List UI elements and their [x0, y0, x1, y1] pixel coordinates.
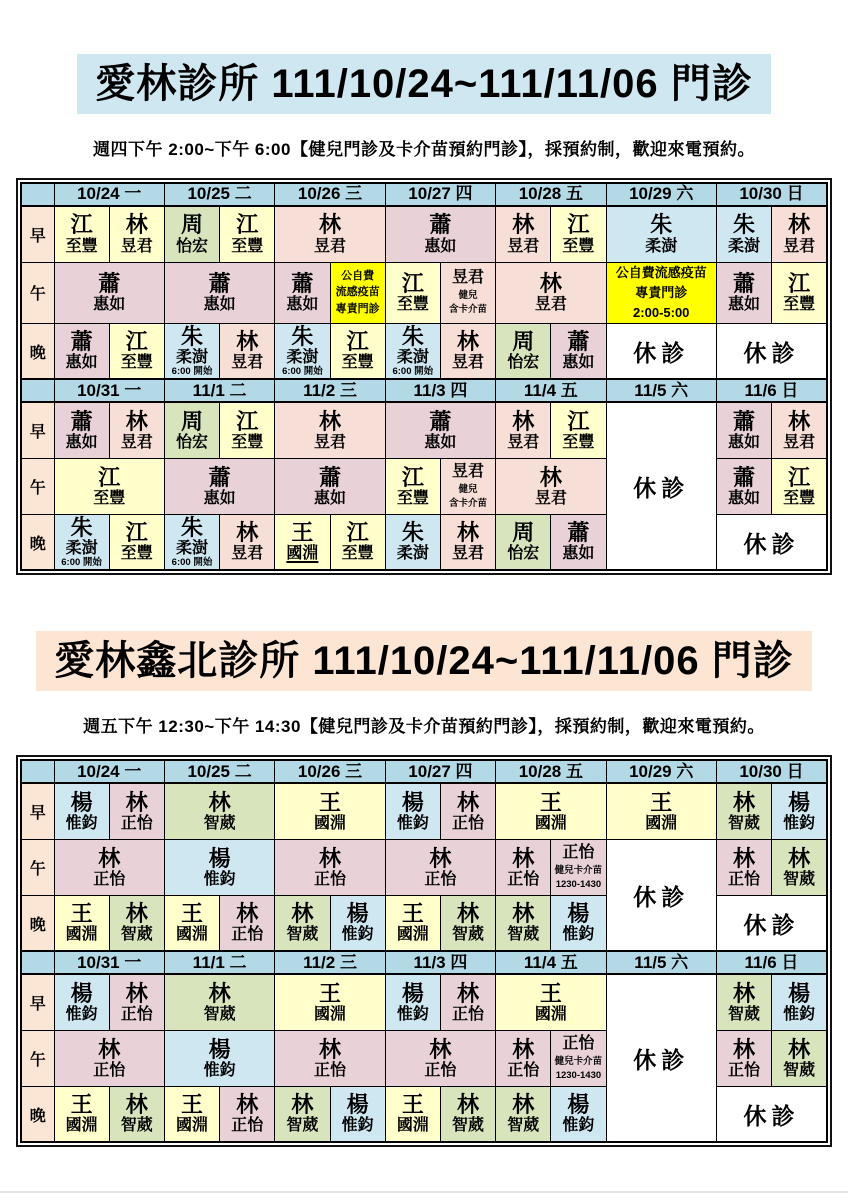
- closed-cell: 休診: [606, 974, 716, 1142]
- schedule-cell: 周 怡宏: [496, 323, 551, 379]
- schedule-cell: 林 昱君: [220, 323, 275, 379]
- day-header: 11/1 二: [164, 951, 274, 974]
- time-row-label: 早: [21, 974, 54, 1030]
- schedule-cell: 江 至豐: [54, 206, 109, 262]
- closed-cell: 休診: [606, 323, 716, 379]
- time-row-label: 午: [21, 839, 54, 895]
- schedule-cell: 林 昱君: [496, 402, 551, 458]
- schedule-cell: 林 昱君: [772, 402, 827, 458]
- schedule-cell: 正怡 健兒卡介苗 1230-1430: [551, 1030, 606, 1086]
- day-header: 11/3 四: [385, 379, 495, 402]
- closed-cell: 休診: [606, 402, 716, 570]
- day-header: 11/2 三: [275, 379, 385, 402]
- time-row-label: 午: [21, 458, 54, 514]
- day-header: 11/4 五: [496, 951, 606, 974]
- schedule-cell: 江 至豐: [330, 514, 385, 570]
- clinic1-subtitle: 週四下午 2:00~下午 6:00【健兒門診及卡介苗預約門診】，採預約制，歡迎來電預約。: [93, 140, 755, 159]
- schedule-cell: 林 正怡: [716, 839, 771, 895]
- schedule-cell: 王 國淵: [385, 895, 440, 951]
- schedule-cell: 蕭 惠如: [385, 402, 495, 458]
- day-header: 10/26 三: [275, 760, 385, 783]
- schedule-cell: 林 正怡: [385, 1030, 495, 1086]
- clinic1-title-row: [0, 0, 848, 114]
- schedule-cell: 楊 惟鈞: [772, 783, 827, 839]
- schedule-cell: 朱 柔澍 6:00 開始: [385, 323, 440, 379]
- schedule-cell: 林 正怡: [275, 839, 385, 895]
- schedule-cell: 王 國淵: [275, 974, 385, 1030]
- day-header: 10/29 六: [606, 183, 716, 206]
- time-row-label: 早: [21, 402, 54, 458]
- day-header: 11/5 六: [606, 951, 716, 974]
- schedule-cell: 楊 惟鈞: [385, 783, 440, 839]
- schedule-cell: 朱 柔澍: [385, 514, 440, 570]
- schedule-cell: 蕭 惠如: [716, 262, 771, 323]
- schedule-cell: 楊 惟鈞: [551, 1086, 606, 1142]
- day-header: 11/6 日: [716, 951, 827, 974]
- schedule-cell: 林 智葳: [275, 895, 330, 951]
- closed-cell: 休診: [716, 895, 827, 951]
- day-header: 10/31 一: [54, 379, 164, 402]
- schedule-cell: 林 智葳: [440, 895, 495, 951]
- schedule-cell: 王 國淵: [496, 974, 606, 1030]
- schedule-cell: 昱君 健兒 含卡介苗: [440, 458, 495, 514]
- schedule-cell: 林 昱君: [275, 402, 385, 458]
- schedule-cell: 周 怡宏: [164, 402, 219, 458]
- clinic2-section: [0, 575, 848, 1147]
- schedule-cell: 林 正怡: [54, 839, 164, 895]
- schedule-cell: 朱 柔澍 6:00 開始: [54, 514, 109, 570]
- schedule-cell: 江 至豐: [551, 206, 606, 262]
- schedule-cell: 蕭 惠如: [385, 206, 495, 262]
- day-header: 10/26 三: [275, 183, 385, 206]
- schedule-cell: 朱 柔澍 6:00 開始: [164, 514, 219, 570]
- schedule-cell: 江 至豐: [772, 262, 827, 323]
- schedule-cell: 昱君 健兒 含卡介苗: [440, 262, 495, 323]
- schedule-cell: 林 智葳: [772, 1030, 827, 1086]
- schedule-cell: 江 至豐: [772, 458, 827, 514]
- schedule-cell: 王 國淵: [496, 783, 606, 839]
- schedule-cell: 林 昱君: [220, 514, 275, 570]
- schedule-cell: 林 正怡: [220, 895, 275, 951]
- schedule-cell: 林 昱君: [440, 514, 495, 570]
- clinic2-title-row: [0, 575, 848, 691]
- time-row-label: 早: [21, 783, 54, 839]
- table-corner: [21, 183, 54, 206]
- schedule-cell: 江 至豐: [109, 323, 164, 379]
- table-corner: [21, 760, 54, 783]
- clinic1-section: [0, 0, 848, 575]
- schedule-cell: 蕭 惠如: [275, 458, 385, 514]
- clinic2-schedule-table: [20, 759, 828, 1143]
- schedule-cell: 江 至豐: [330, 323, 385, 379]
- clinic1-schedule-table: [20, 182, 828, 571]
- schedule-cell: 朱 柔澍: [606, 206, 716, 262]
- time-row-label: 早: [21, 206, 54, 262]
- day-header: 10/30 日: [716, 760, 827, 783]
- schedule-cell: 蕭 惠如: [164, 458, 274, 514]
- schedule-cell: 蕭 惠如: [275, 262, 330, 323]
- day-header: 11/5 六: [606, 379, 716, 402]
- schedule-cell: 蕭 惠如: [551, 514, 606, 570]
- day-header: 10/24 一: [54, 183, 164, 206]
- schedule-cell: 王 國淵: [164, 895, 219, 951]
- schedule-cell: 周 怡宏: [496, 514, 551, 570]
- schedule-cell: 林 智葳: [164, 974, 274, 1030]
- day-header: 10/25 二: [164, 760, 274, 783]
- day-header: 10/28 五: [496, 760, 606, 783]
- schedule-cell: 朱 柔澍: [716, 206, 771, 262]
- schedule-cell: 公自費流感疫苗 專責門診 2:00-5:00: [606, 262, 716, 323]
- time-row-label: 晚: [21, 1086, 54, 1142]
- clinic2-schedule-frame: [16, 755, 832, 1147]
- schedule-cell: 江 至豐: [385, 262, 440, 323]
- schedule-cell: 江 至豐: [385, 458, 440, 514]
- schedule-cell: 蕭 惠如: [716, 402, 771, 458]
- schedule-cell: 林 智葳: [109, 895, 164, 951]
- schedule-cell: 林 正怡: [275, 1030, 385, 1086]
- schedule-cell: 江 至豐: [220, 206, 275, 262]
- schedule-cell: 林 昱君: [109, 206, 164, 262]
- clinic2-subtitle: 週五下午 12:30~下午 14:30【健兒門診及卡介苗預約門診】，採預約制，歡迎來電預約。: [83, 717, 765, 737]
- schedule-cell: 公自費 流感疫苗 專責門診: [330, 262, 385, 323]
- closed-cell: 休診: [716, 1086, 827, 1142]
- schedule-cell: 林 昱君: [496, 206, 551, 262]
- day-header: 11/1 二: [164, 379, 274, 402]
- schedule-cell: 江 至豐: [220, 402, 275, 458]
- day-header: 10/24 一: [54, 760, 164, 783]
- time-row-label: 午: [21, 262, 54, 323]
- schedule-cell: 蕭 惠如: [54, 262, 164, 323]
- schedule-cell: 林 正怡: [54, 1030, 164, 1086]
- schedule-cell: 林 智葳: [496, 1086, 551, 1142]
- day-header: 11/4 五: [496, 379, 606, 402]
- schedule-cell: 楊 惟鈞: [330, 895, 385, 951]
- schedule-cell: 林 正怡: [716, 1030, 771, 1086]
- day-header: 11/2 三: [275, 951, 385, 974]
- schedule-cell: 蕭 惠如: [54, 323, 109, 379]
- closed-cell: 休診: [716, 323, 827, 379]
- schedule-cell: 王 國淵: [275, 514, 330, 570]
- schedule-cell: 蕭 惠如: [164, 262, 274, 323]
- schedule-cell: 林 正怡: [220, 1086, 275, 1142]
- clinic1-title: 愛林診所 111/10/24~111/11/06 門診: [77, 54, 770, 114]
- schedule-cell: 江 至豐: [54, 458, 164, 514]
- schedule-cell: 朱 柔澍 6:00 開始: [164, 323, 219, 379]
- day-header: 10/25 二: [164, 183, 274, 206]
- schedule-cell: 林 昱君: [275, 206, 385, 262]
- schedule-cell: 蕭 惠如: [716, 458, 771, 514]
- schedule-cell: 楊 惟鈞: [54, 783, 109, 839]
- clinic2-title: 愛林鑫北診所 111/10/24~111/11/06 門診: [36, 631, 811, 691]
- schedule-cell: 蕭 惠如: [54, 402, 109, 458]
- day-header: 10/27 四: [385, 183, 495, 206]
- schedule-cell: 林 智葳: [275, 1086, 330, 1142]
- table-corner: [21, 379, 54, 402]
- schedule-cell: 林 昱君: [496, 458, 606, 514]
- schedule-cell: 江 至豐: [109, 514, 164, 570]
- day-header: 10/30 日: [716, 183, 827, 206]
- schedule-cell: 林 正怡: [385, 839, 495, 895]
- schedule-cell: 林 昱君: [109, 402, 164, 458]
- schedule-cell: 楊 惟鈞: [385, 974, 440, 1030]
- schedule-cell: 林 智葳: [772, 839, 827, 895]
- schedule-cell: 楊 惟鈞: [772, 974, 827, 1030]
- day-header: 10/28 五: [496, 183, 606, 206]
- schedule-cell: 林 正怡: [109, 974, 164, 1030]
- schedule-cell: 周 怡宏: [164, 206, 219, 262]
- schedule-cell: 林 智葳: [164, 783, 274, 839]
- schedule-cell: 王 國淵: [606, 783, 716, 839]
- schedule-cell: 林 正怡: [440, 783, 495, 839]
- schedule-cell: 王 國淵: [164, 1086, 219, 1142]
- day-header: 10/29 六: [606, 760, 716, 783]
- schedule-cell: 王 國淵: [275, 783, 385, 839]
- time-row-label: 晚: [21, 514, 54, 570]
- schedule-cell: 王 國淵: [54, 1086, 109, 1142]
- day-header: 11/6 日: [716, 379, 827, 402]
- closed-cell: 休診: [606, 839, 716, 951]
- time-row-label: 午: [21, 1030, 54, 1086]
- closed-cell: 休診: [716, 514, 827, 570]
- schedule-cell: 林 正怡: [440, 974, 495, 1030]
- schedule-cell: 林 正怡: [109, 783, 164, 839]
- schedule-cell: 林 智葳: [109, 1086, 164, 1142]
- schedule-cell: 王 國淵: [54, 895, 109, 951]
- schedule-cell: 林 智葳: [716, 783, 771, 839]
- schedule-cell: 蕭 惠如: [551, 323, 606, 379]
- schedule-cell: 江 至豐: [551, 402, 606, 458]
- schedule-cell: 楊 惟鈞: [330, 1086, 385, 1142]
- schedule-cell: 楊 惟鈞: [54, 974, 109, 1030]
- schedule-cell: 楊 惟鈞: [164, 839, 274, 895]
- schedule-cell: 楊 惟鈞: [164, 1030, 274, 1086]
- schedule-cell: 朱 柔澍 6:00 開始: [275, 323, 330, 379]
- time-row-label: 晚: [21, 895, 54, 951]
- schedule-cell: 林 智葳: [440, 1086, 495, 1142]
- schedule-cell: 王 國淵: [385, 1086, 440, 1142]
- schedule-cell: 林 昱君: [772, 206, 827, 262]
- schedule-cell: 林 昱君: [496, 262, 606, 323]
- day-header: 10/31 一: [54, 951, 164, 974]
- page-bottom-divider: [0, 1191, 848, 1193]
- day-header: 10/27 四: [385, 760, 495, 783]
- schedule-cell: 林 昱君: [440, 323, 495, 379]
- schedule-cell: 林 正怡: [496, 1030, 551, 1086]
- clinic1-schedule-frame: [16, 178, 832, 575]
- day-header: 11/3 四: [385, 951, 495, 974]
- time-row-label: 晚: [21, 323, 54, 379]
- schedule-cell: 正怡 健兒卡介苗 1230-1430: [551, 839, 606, 895]
- schedule-cell: 林 智葳: [716, 974, 771, 1030]
- schedule-cell: 林 智葳: [496, 895, 551, 951]
- schedule-cell: 林 正怡: [496, 839, 551, 895]
- table-corner: [21, 951, 54, 974]
- schedule-cell: 楊 惟鈞: [551, 895, 606, 951]
